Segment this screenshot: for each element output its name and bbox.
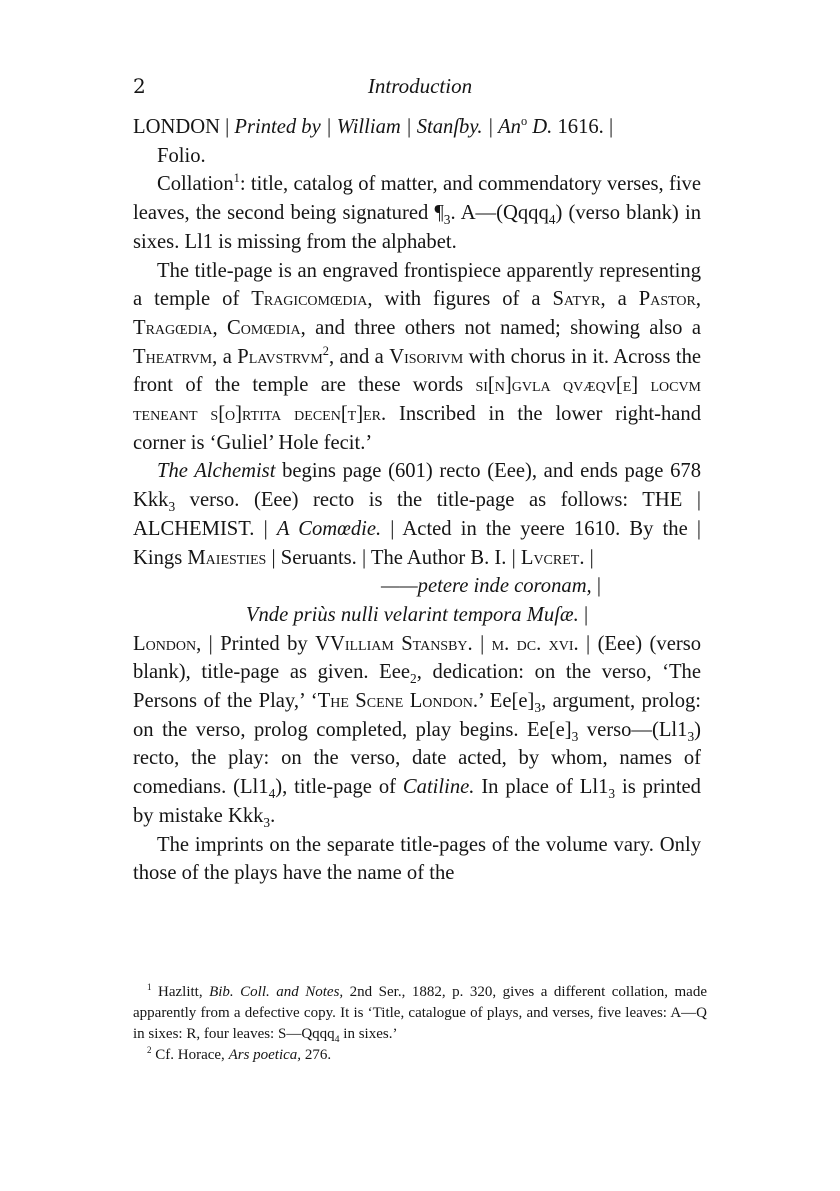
imp-text: | (Eee) (verso blank), title-page as given. Eee (133, 632, 702, 684)
fn-text: 2nd Ser., 1882, p. 320, gives a different collation, made apparently from a defective copy. It is ‘Title, catalogue of plays, and verses, five leaves: A—Q in sixes: R, four leaves: S—Qqqq (133, 984, 707, 1042)
imp-subscript: 3 (687, 728, 695, 744)
quote-line-2 (133, 601, 701, 630)
final-paragraph: The imprints on the separate title-pages of the volume vary. Only those of the plays have the name of the (133, 833, 701, 885)
imp-text: | Printed by (201, 632, 316, 655)
sc-word: Pastor (638, 288, 696, 311)
imprint-year: 1616. | (557, 116, 614, 138)
imp-text: verso—(Ll1 (578, 718, 688, 741)
imp-subscript: 4 (268, 786, 276, 802)
alchemist-title: The Alchemist (157, 460, 276, 483)
tp-text: Inscribed in the lower right-hand corner is ‘Guliel’ Hole fecit.’ (133, 403, 702, 454)
tp-text: , a (212, 345, 238, 368)
quote-text: ——petere inde coronam, (381, 575, 592, 598)
footnote-mark: 2 (147, 1045, 152, 1055)
alch-text: verso. (Eee) recto is the title-page as follows: THE | ALCHEMIST. | (133, 489, 701, 540)
imp-text: ’ Ee[e] (478, 690, 535, 713)
sc-word: Satyr (552, 288, 601, 311)
alch-text: begins page (601) recto (Eee), and ends page 678 Kkk (133, 460, 701, 512)
sc-word: VVilliam Stansby. (315, 632, 473, 655)
tp-text: , (212, 316, 227, 339)
alchemist-paragraph (133, 457, 701, 572)
quote-bar: | (578, 603, 589, 626)
sc-word: Comœdia (227, 316, 301, 339)
sc-word: The Scene London. (317, 690, 478, 713)
collation-text: : title, catalog of matter, and commendatory verses, five leaves, the second being signatured ¶ (133, 173, 701, 225)
imp-subscript: 3 (263, 814, 271, 830)
sc-motto: si[n]gvla qvæqv[e] locvm teneant s[o]rtita decen[t]er. (133, 374, 701, 426)
imp-subscript: 3 (608, 786, 616, 802)
footnotes (133, 982, 707, 1066)
fn-italic: Ars poetica, (228, 1047, 302, 1063)
tp-text: The title-page is an engraved frontispiece apparently representing a temple of (133, 259, 701, 311)
fn-text: Cf. Horace, (151, 1047, 229, 1063)
imp-subscript: 3 (571, 728, 579, 744)
footnote-ref-1: 1 (233, 171, 240, 186)
footnote-ref-2: 2 (322, 343, 329, 358)
format-paragraph: Folio. (157, 144, 206, 167)
imp-text: | (472, 632, 492, 655)
tp-text: , with figures of a (367, 288, 553, 311)
collation-paragraph (133, 170, 701, 256)
page-number: 2 (133, 74, 146, 98)
sc-word: Visorivm (389, 345, 464, 368)
imprint-italic: Printed by | William | Stanſby. | An (234, 116, 521, 138)
footnote-2 (133, 1045, 707, 1066)
collation-text-2: . A—(Qqqq (450, 202, 549, 225)
sc-word: Plavstrvm (237, 345, 323, 368)
tp-text: , (695, 288, 702, 311)
sc-word: Tragicomœdia (251, 288, 368, 311)
fn-subscript: 4 (334, 1034, 340, 1045)
collation-label: Collation (157, 173, 234, 196)
footnote-mark: 1 (147, 982, 152, 992)
imprint-detail-paragraph (133, 630, 701, 831)
sc-word: m. dc. xvi. (491, 632, 579, 655)
tp-text: with chorus in it. Across the front of the temple are these words (133, 345, 702, 397)
main-text (133, 113, 701, 888)
sc-word: Theatrvm (133, 345, 213, 368)
tp-text: , and three others not named; showing also a (300, 316, 701, 339)
sc-word: Lvcret. (520, 546, 585, 569)
tp-text: , and a (328, 345, 390, 368)
sc-word: Maiesties (187, 546, 267, 569)
page-header (133, 74, 707, 104)
imp-text: ) recto, the play: on the verso, date acted, by whom, names of comedians. (Ll1 (133, 718, 701, 799)
footnote-1 (133, 982, 707, 1045)
sc-word: London, (133, 632, 202, 655)
fn-text: 276. (301, 1047, 332, 1063)
imprint-paragraph (133, 113, 701, 142)
fn-text: in sixes.’ (339, 1026, 398, 1042)
imp-text: , argument, prolog: on the verso, prolog completed, play begins. Ee[e] (133, 690, 702, 741)
running-title: Introduction (367, 74, 473, 98)
imp-text: In place of Ll1 (474, 776, 609, 799)
imp-subscript: 2 (410, 671, 417, 687)
quote-bar: | (591, 575, 601, 598)
collation-subscript-2: 4 (548, 212, 556, 228)
imp-text: ), title-page of (275, 776, 403, 799)
alch-subscript: 3 (168, 499, 176, 515)
collation-subscript: 3 (443, 212, 451, 228)
alch-text: | Acted in the yeere 1610. By the | Kings (133, 517, 701, 569)
imprint-text: LONDON | (133, 116, 235, 138)
catiline-title: Catiline. (402, 776, 475, 799)
sc-word: Tragœdia (133, 316, 213, 339)
imp-text: is printed by mistake Kkk (133, 776, 701, 827)
imprint-superscript: o (520, 114, 528, 129)
title-page-paragraph (133, 257, 701, 458)
tp-text: , a (600, 288, 639, 311)
imp-subscript: 3 (534, 700, 542, 716)
alch-text: | (584, 546, 594, 569)
quote-text: Vnde priùs nulli velarint tempora Muſæ. (245, 603, 579, 626)
fn-italic: Bib. Coll. and Notes, (209, 984, 344, 1000)
imp-text: , dedication: on the verso, ‘The Persons of the Play,’ ‘ (133, 661, 701, 713)
quote-line-1 (133, 572, 701, 601)
collation-text-3: ) (verso blank) in sixes. Ll1 is missing from the alphabet. (133, 202, 702, 253)
imprint-d: D. (527, 116, 553, 138)
alch-text: | Seruants. | The Author B. I. | (266, 546, 521, 569)
alch-italic: A Comœdie. (276, 517, 382, 540)
fn-text: Hazlitt, (151, 984, 210, 1000)
imp-text: . (270, 804, 276, 827)
